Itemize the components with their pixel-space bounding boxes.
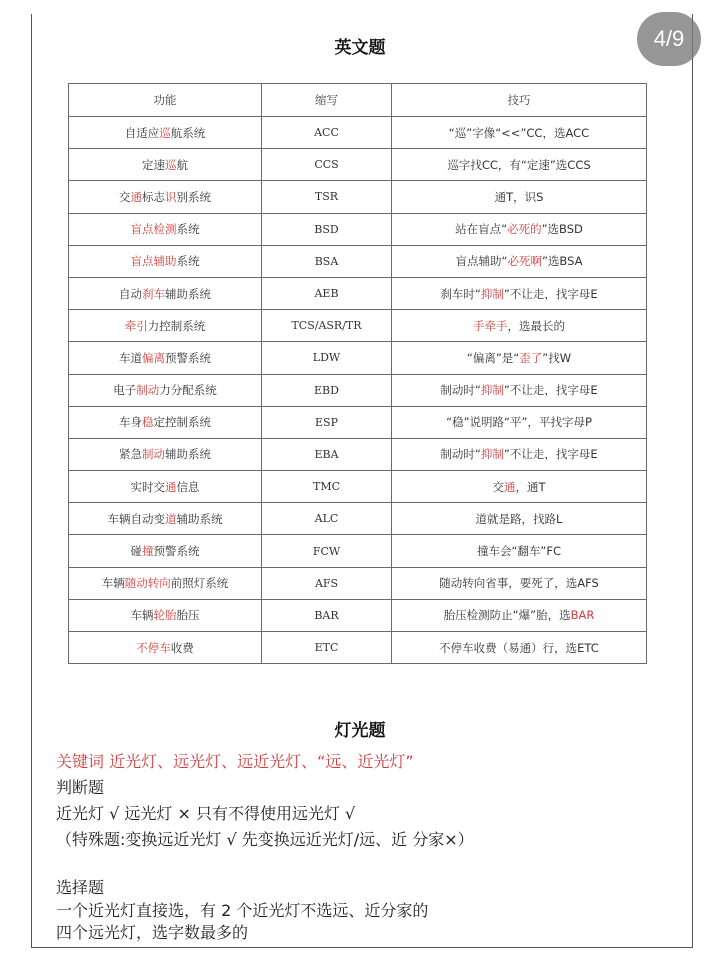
abbreviation-cell: CCS <box>262 149 392 181</box>
section-title-light: 灯光题 <box>334 721 386 741</box>
function-cell-segment: 车辆 <box>101 576 125 591</box>
tip-cell <box>392 342 647 374</box>
tip-cell <box>392 374 647 406</box>
function-cell-segment: 系统 <box>176 254 200 269</box>
tip-cell <box>392 503 647 535</box>
tip-cell <box>392 471 647 503</box>
tip-cell-segment: 手牵手 <box>473 318 508 333</box>
table-row <box>69 149 647 181</box>
function-cell-segment: 撞 <box>142 544 154 559</box>
tip-cell-segment: 撞车会“翻车”FC <box>476 544 562 559</box>
function-cell <box>69 471 262 503</box>
function-cell-segment: 辅助系统 <box>165 447 211 462</box>
tip-cell-segment: ”不让走，找字母E <box>503 286 598 301</box>
table-header-row <box>69 84 647 117</box>
tip-cell-segment: ，选最长的 <box>507 318 565 333</box>
function-cell <box>69 406 262 438</box>
header-abbreviation: 缩写 <box>262 84 392 117</box>
judge-line-1: 近光灯 √ 远光灯 × 只有不得使用远光灯 √ <box>56 804 356 823</box>
function-cell-segment: 偏离 <box>142 350 165 365</box>
function-cell-segment: 车辆 <box>130 608 154 623</box>
function-cell-segment: 盲点检测 <box>130 222 177 237</box>
choice-line-2: 四个远光灯，选字数最多的 <box>56 923 249 942</box>
function-cell-segment: 盲点辅助 <box>130 254 177 269</box>
tip-cell <box>392 213 647 245</box>
tip-cell <box>392 567 647 599</box>
table-row <box>69 181 647 213</box>
function-cell-segment: 胎压 <box>176 608 200 623</box>
function-cell-segment: 别系统 <box>176 189 211 204</box>
abbreviation-cell: ACC <box>262 117 392 149</box>
tip-cell-segment: 抑制 <box>480 447 504 462</box>
function-cell-segment: 不停车 <box>136 640 171 655</box>
abbreviation-cell: ALC <box>262 503 392 535</box>
choice-heading: 选择题 <box>56 878 105 897</box>
function-cell-segment: 航系统 <box>170 125 206 140</box>
judge-heading: 判断题 <box>56 778 105 797</box>
function-cell-segment: 制动 <box>142 447 165 462</box>
function-cell <box>69 245 262 277</box>
function-cell-segment: 航 <box>176 157 188 172</box>
table-row <box>69 471 647 503</box>
function-cell <box>69 374 262 406</box>
function-cell <box>69 342 262 374</box>
function-cell-segment: 系统 <box>176 222 200 237</box>
function-cell-segment: 道 <box>165 511 177 526</box>
table-row <box>69 277 647 309</box>
function-cell-segment: 稳 <box>142 415 154 430</box>
table-row <box>69 599 647 631</box>
abbreviation-cell: BSD <box>262 213 392 245</box>
abbreviation-cell: TCS/ASR/TR <box>262 310 392 342</box>
table-row <box>69 213 647 245</box>
tip-cell <box>392 599 647 631</box>
function-cell-segment: 自动 <box>119 286 142 301</box>
function-cell <box>69 535 262 567</box>
function-cell-segment: 随动转向 <box>124 576 171 591</box>
tip-cell-segment: ”不让走，找字母E <box>503 447 598 462</box>
tip-cell-segment: 随动转向省事，要死了，选AFS <box>439 576 599 591</box>
function-cell <box>69 310 262 342</box>
tip-cell-segment: 通T，识S <box>494 189 544 204</box>
tip-cell-segment: ”选BSD <box>541 222 583 237</box>
tip-cell <box>392 277 647 309</box>
tip-cell-segment: 交 <box>492 479 504 494</box>
tip-cell <box>392 117 647 149</box>
header-tip: 技巧 <box>392 84 647 117</box>
function-cell <box>69 149 262 181</box>
tip-cell-segment: “巡”字像“<<”CC，选ACC <box>448 125 590 140</box>
function-cell-segment: 实时交 <box>130 479 165 494</box>
table-row <box>69 245 647 277</box>
function-cell-segment: 标志 <box>142 189 165 204</box>
tip-cell-segment: 制动时“ <box>440 447 481 462</box>
function-cell <box>69 117 262 149</box>
tip-cell-segment: ”选BSA <box>541 254 583 269</box>
tip-cell-segment: 抑制 <box>480 286 504 301</box>
tip-cell <box>392 310 647 342</box>
tip-cell-segment: 胎压检测防止“爆”胎，选 <box>443 608 571 623</box>
table-row <box>69 503 647 535</box>
function-cell-segment: 辅助系统 <box>176 511 223 526</box>
tip-cell <box>392 438 647 470</box>
abbreviation-cell: TMC <box>262 471 392 503</box>
function-cell <box>69 503 262 535</box>
function-cell <box>69 181 262 213</box>
function-cell-segment: 识 <box>165 189 177 204</box>
tip-cell-segment: 刹车时“ <box>440 286 481 301</box>
abbreviation-cell: AFS <box>262 567 392 599</box>
table-row <box>69 406 647 438</box>
header-function: 功能 <box>69 84 262 117</box>
tip-cell-segment: 歪了 <box>519 350 543 365</box>
table-row <box>69 374 647 406</box>
abbreviation-cell: AEB <box>262 277 392 309</box>
judge-line-2: （特殊题:变换远近光灯 √ 先变换远近光灯/远、近 分家×） <box>56 830 474 849</box>
function-cell-segment: 巡 <box>165 157 177 172</box>
abbreviation-table <box>68 83 647 664</box>
function-cell <box>69 567 262 599</box>
table-row <box>69 535 647 567</box>
tip-cell <box>392 632 647 664</box>
tip-cell-segment: 制动时“ <box>440 383 481 398</box>
function-cell-segment: 辅助系统 <box>165 286 211 301</box>
tip-cell <box>392 535 647 567</box>
tip-cell-segment: ，通T <box>515 479 546 494</box>
tip-cell-segment: 巡字找CC，有“定速”选CCS <box>447 157 591 172</box>
function-cell-segment: 自适应 <box>124 125 160 140</box>
function-cell-segment: 前照灯系统 <box>170 576 229 591</box>
tip-cell-segment: 抑制 <box>480 383 504 398</box>
function-cell-segment: 车身 <box>119 415 142 430</box>
function-cell-segment: 制动 <box>136 383 160 398</box>
function-cell-segment: 力控制系统 <box>147 318 206 333</box>
tip-cell-segment: 道就是路，找路L <box>475 511 563 526</box>
tip-cell <box>392 245 647 277</box>
function-cell-segment: 车道 <box>119 350 142 365</box>
function-cell-segment: 力分配系统 <box>159 383 217 398</box>
tip-cell-segment: 必死啊 <box>507 254 542 269</box>
abbreviation-cell: LDW <box>262 342 392 374</box>
function-cell-segment: 交 <box>119 189 131 204</box>
tip-cell-segment: 必死的 <box>507 222 542 237</box>
tip-cell <box>392 149 647 181</box>
abbreviation-cell: BAR <box>262 599 392 631</box>
function-cell-segment: 收费 <box>170 640 194 655</box>
function-cell-segment: 车辆自动变 <box>107 511 165 526</box>
function-cell-segment: 刹车 <box>142 286 165 301</box>
table-row <box>69 567 647 599</box>
function-cell-segment: 预警系统 <box>153 544 200 559</box>
tip-cell <box>392 406 647 438</box>
function-cell-segment: 预警系统 <box>165 350 211 365</box>
table-row <box>69 117 647 149</box>
tip-cell-segment: BAR <box>570 608 595 623</box>
tip-cell-segment: ”不让走，找字母E <box>503 383 598 398</box>
function-cell <box>69 599 262 631</box>
function-cell <box>69 213 262 245</box>
table-body <box>69 117 647 664</box>
table-row <box>69 310 647 342</box>
tip-cell-segment: 盲点辅助“ <box>455 254 508 269</box>
abbreviation-cell: ESP <box>262 406 392 438</box>
tip-cell-segment: 不停车收费（易通）行，选ETC <box>439 640 599 655</box>
tip-cell <box>392 181 647 213</box>
function-cell-segment: 定控制系统 <box>153 415 211 430</box>
function-cell-segment: 碰 <box>130 544 142 559</box>
function-cell-segment: 轮胎 <box>153 608 177 623</box>
function-cell <box>69 277 262 309</box>
abbreviation-cell: EBA <box>262 438 392 470</box>
tip-cell-segment: 站在盲点“ <box>455 222 508 237</box>
table-row <box>69 438 647 470</box>
section-title-english: 英文题 <box>334 38 386 58</box>
abbreviation-cell: EBD <box>262 374 392 406</box>
abbreviation-cell: BSA <box>262 245 392 277</box>
function-cell-segment: 牵引 <box>124 318 148 333</box>
page-indicator-badge[interactable]: 4/9 <box>637 12 701 66</box>
function-cell-segment: 通 <box>130 189 142 204</box>
choice-line-1: 一个近光灯直接选，有 2 个近光灯不选远、近分家的 <box>56 901 429 920</box>
function-cell <box>69 438 262 470</box>
abbreviation-cell: ETC <box>262 632 392 664</box>
function-cell-segment: 巡 <box>159 125 171 140</box>
keywords-line: 关键词 近光灯、远光灯、远近光灯、“远、近光灯” <box>56 752 414 771</box>
function-cell-segment: 定速 <box>142 157 165 172</box>
function-cell-segment: 电子 <box>113 383 137 398</box>
table-row <box>69 342 647 374</box>
function-cell-segment: 紧急 <box>119 447 142 462</box>
function-cell <box>69 632 262 664</box>
tip-cell-segment: 通 <box>503 479 516 494</box>
abbreviation-cell: TSR <box>262 181 392 213</box>
abbreviation-cell: FCW <box>262 535 392 567</box>
tip-cell-segment: “稳”说明路“平”，平找字母P <box>446 415 592 430</box>
function-cell-segment: 信息 <box>176 479 200 494</box>
table-row <box>69 632 647 664</box>
function-cell-segment: 通 <box>165 479 177 494</box>
tip-cell-segment: ”找W <box>542 350 572 365</box>
tip-cell-segment: “偏离”是“ <box>466 350 520 365</box>
